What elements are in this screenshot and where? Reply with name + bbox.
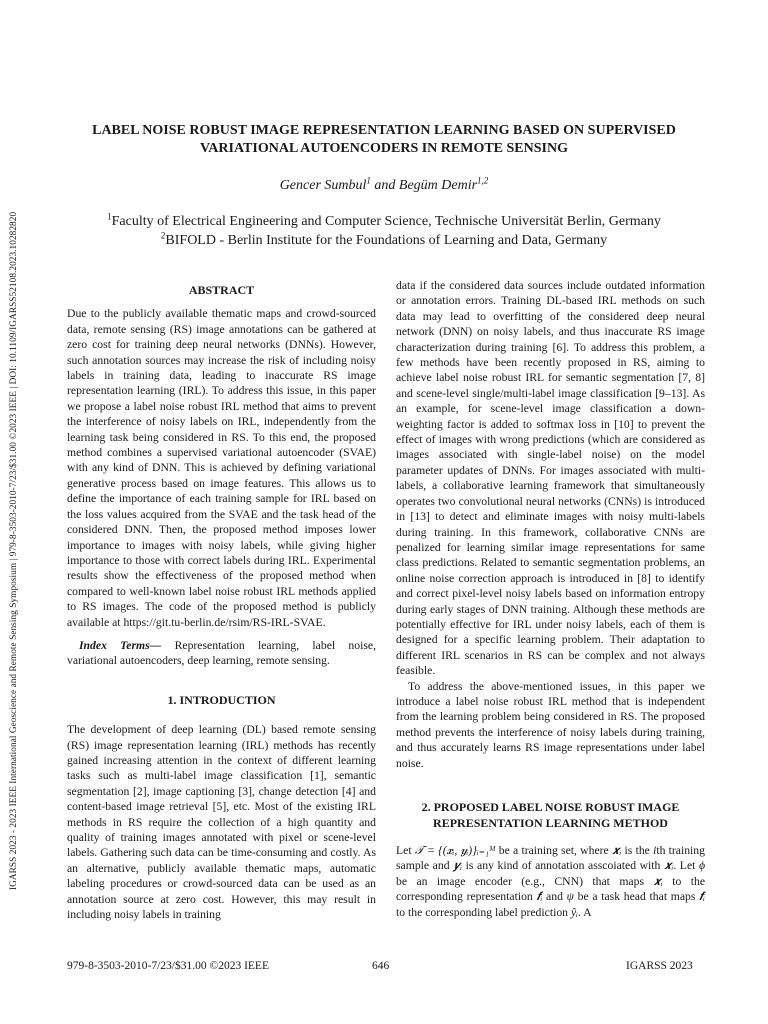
intro-text: The development of deep learning (DL) based remote sensing (RS) image representation learning (IRL) methods has recently gained increasing attention in the context of different learning tasks such as multi-label image classification [1], semantic segmentation [2], image captioning [3], change detection [4] and content-based image retrieval [5], etc. Most of the existing IRL methods in RS require the collection of a high quantity and quality of training images annotated with pixel or scene-level labels. Gathering such data can be time-consuming and costly. As an alternative, publicly available thematic maps, automatic labeling procedures or crowd-sourced data can be used as an annotation source at zero cost. However, this may result in including noisy labels in training <box>67 723 376 922</box>
math-xi: 𝒙ᵢ <box>653 874 663 888</box>
text-span: . Let <box>673 859 699 873</box>
text-span: and <box>542 890 567 904</box>
intro-heading: 1. INTRODUCTION <box>167 692 276 707</box>
abstract-heading: ABSTRACT <box>188 283 255 297</box>
math-yhat-i: ŷᵢ <box>570 905 578 919</box>
side-citation-text: IGARSS 2023 - 2023 IEEE International Geoscience and Remote Sensing Symposium | 979-8-3503-2010-7/23/$31.00 ©2023 IEEE | DOI: 10.1109/IGARSS52108.2023.10282820 <box>9 211 19 890</box>
affiliation-2 <box>60 231 708 250</box>
section-2-heading-line-2: REPRESENTATION LEARNING METHOD <box>433 816 668 830</box>
text-span: Let <box>396 844 415 857</box>
section-2-paragraph <box>396 843 705 920</box>
text-span: be an image encoder (e.g., CNN) that maps <box>396 874 654 888</box>
title-line-2: VARIATIONAL AUTOENCODERS IN REMOTE SENSING <box>200 141 568 156</box>
side-margin-citation <box>6 130 22 890</box>
index-terms-label: Index Terms— <box>79 638 162 652</box>
math-xi: 𝒙ᵢ <box>663 859 674 873</box>
abstract-text: Due to the publicly available thematic maps and crowd-sourced data, remote sensing (RS) image annotations can be gathered at zero cost for training deep neural networks (DNNs). However, such annotation sources may increase the risk of including noisy labels in training data, leading to inaccurate RS image representation learning (IRL). To address this issue, in this paper we propose a label noise robust IRL method that aims to prevent the interference of noisy labels on IRL, independently from the learning task being considered in RS. To this end, the proposed method combines a supervised variational autoencoder (SVAE) with any kind of DNN. This is achieved by defining variational generative process based on image features. This allows us to define the importance of each training sample for IRL based on the loss values acquired from the SVAE and the task head of the considered DNN. Then, the proposed method imposes lower importance to images with noisy labels, while giving higher importance to those with correct labels during IRL. Experimental results show the effectiveness of the proposed method when compared to well-known label noise robust IRL methods applied to RS images. The code of the proposed method is publicly available at https://git.tu-berlin.de/rsim/RS-IRL-SVAE. <box>67 307 376 629</box>
index-terms <box>67 638 376 669</box>
author-list <box>60 175 708 194</box>
author-1: Gencer Sumbul <box>279 178 367 193</box>
math-psi: ψ <box>566 890 574 904</box>
math-fi: 𝒇ᵢ <box>699 890 706 904</box>
author-conjunction: and <box>370 178 399 193</box>
text-span: . A <box>577 905 592 919</box>
affiliation-1-text: Faculty of Electrical Engineering and Computer Science, Technische Universität Berlin, Germany <box>111 214 661 229</box>
text-span: is the <box>621 844 654 857</box>
author-2: Begüm Demir <box>398 178 478 193</box>
math-i: i <box>653 844 657 857</box>
math-xi: 𝒙ᵢ <box>611 844 622 857</box>
paper-title <box>60 122 708 158</box>
intro-final-paragraph: To address the above-mentioned issues, in this paper we introduce a label noise robust IRL method that is independent from the learning problem being considered in RS. The proposed method prevents the interference of noisy labels during training, and thus accurately learns RS image representations under label noise. <box>396 679 705 770</box>
text-span: is any kind of annotation asscoiated with <box>462 859 664 873</box>
text-span: be a task head that maps <box>573 890 700 904</box>
page-number: 646 <box>372 960 390 972</box>
section-2-heading-line-1: 2. PROPOSED LABEL NOISE ROBUST IMAGE <box>421 800 680 814</box>
text-span: be a training set, where <box>495 844 612 857</box>
affiliations <box>60 212 708 250</box>
left-column <box>67 283 376 922</box>
section-2-heading <box>396 799 705 831</box>
author-1-affil: 1 <box>366 175 371 186</box>
affiliation-2-marker: 2 <box>160 230 166 241</box>
text-span: to the corresponding label prediction <box>396 905 571 919</box>
title-line-1: LABEL NOISE ROBUST IMAGE REPRESENTATION LEARNING BASED ON SUPERVISED <box>92 123 676 138</box>
footer-conference: IGARSS 2023 <box>626 960 693 972</box>
affiliation-1 <box>60 212 708 231</box>
text-span: to the corresponding representation <box>396 874 706 904</box>
right-column <box>396 278 705 920</box>
math-phi: ϕ <box>698 859 706 873</box>
intro-continued-text: data if the considered data sources include outdated information or annotation errors. Training DL-based IRL methods on such data may lead to overfitting of the considered deep neural network (DNN) on noisy labels, and thus inaccurate RS image characterization during training [6]. To address this problem, a few methods have been recently proposed in RS, aiming to achieve label noise robust IRL for semantic segmentation [7, 8] and scene-level single/multi-label image classification [9–13]. As an example, for scene-level image classification a down-weighting factor is added to softmax loss in [10] to prevent the effect of images with wrong predictions (which are considered as images associated with single-label noise) on the model parameter updates of DNNs. For images associated with multi-labels, a collaborative learning framework that simultaneously operates two convolutional neural networks (CNNs) is introduced in [13] to detect and eliminate images with noisy multi-labels during training. In this framework, collaborative CNNs are penalized for learning similar image representations for same class predictions. Related to semantic segmentation problems, an online noise correction approach is introduced in [8] to identify and correct pixel-level noisy labels based on information entropy during early stages of DNN training. Although these methods are potentially effective for IRL under noisy labels, each of them is designed for a specific learning problem. Their adaptation to different IRL scenarios in RS can be complex and not always feasible. <box>396 279 705 678</box>
math-fi: 𝒇ᵢ <box>536 890 543 904</box>
text-span: th training sample and <box>396 844 705 873</box>
footer-copyright: 979-8-3503-2010-7/23/$31.00 ©2023 IEEE <box>67 960 269 972</box>
index-terms-text: Representation learning, label noise, variational autoencoders, deep learning, remote sensing. <box>67 638 377 668</box>
math-yi: 𝒚ᵢ <box>453 859 463 873</box>
author-2-affil: 1,2 <box>477 175 489 186</box>
math-training-set: 𝒯 = {(𝒙ᵢ, 𝒚ᵢ)}ᵢ₌₁ᴹ <box>414 844 496 857</box>
affiliation-2-text: BIFOLD - Berlin Institute for the Foundations of Learning and Data, Germany <box>165 233 608 248</box>
affiliation-1-marker: 1 <box>107 211 112 222</box>
